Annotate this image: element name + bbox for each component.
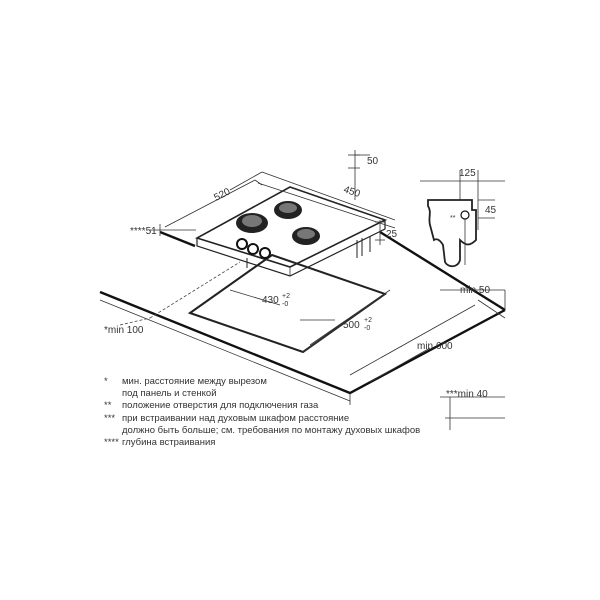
note-row: [104, 388, 584, 400]
dim-500: 500: [343, 320, 360, 331]
dim-430: 430: [262, 295, 279, 306]
note-mark: [104, 388, 122, 400]
dim-450: 450: [342, 184, 362, 201]
dim-125: 125: [459, 168, 476, 179]
footnotes: [104, 376, 584, 449]
side-profile: [420, 170, 505, 266]
dim-25: 25: [386, 229, 398, 240]
gas-inlet-icon: [461, 211, 469, 219]
note-mark: ***: [104, 412, 116, 424]
dim-500-tol-plus: +2: [364, 317, 372, 324]
dim-520: 520: [212, 186, 233, 204]
note-text: глубина встраивания: [122, 437, 216, 449]
note-text: под панель и стенкой: [122, 388, 217, 400]
dim-430-tol-minus: -0: [282, 301, 289, 308]
dim-45: 45: [485, 205, 497, 216]
gas-mark: **: [450, 215, 456, 222]
note-text: мин. расстояние между вырезом: [122, 376, 267, 387]
note-mark: **: [104, 400, 112, 412]
knob-2: [248, 244, 258, 254]
note-mark: [104, 425, 122, 437]
dim-min100: *min 100: [104, 325, 144, 336]
note-text: положение отверстия для подключения газа: [122, 400, 319, 412]
note-row: [104, 437, 584, 449]
knob-1: [237, 239, 247, 249]
note-text: должно быть больше; см. требования по монтажу духовых шкафов: [122, 424, 421, 436]
note-text: при встраивании над духовым шкафом расстояние: [122, 412, 350, 424]
dim-50-top: 50: [367, 156, 379, 167]
note-mark: ****: [104, 437, 119, 449]
dim-500-tol-minus: -0: [364, 325, 371, 332]
note-row: [104, 425, 584, 437]
dim-min40: ***min 40: [446, 389, 488, 400]
dim-min50: min 50: [460, 285, 491, 296]
cutout: [120, 255, 385, 352]
dim-51: ****51: [130, 226, 157, 237]
hob: [197, 187, 385, 276]
dim-min600: min 600: [417, 341, 453, 352]
dim-430-tol-plus: +2: [282, 293, 290, 300]
note-mark: *: [104, 376, 108, 387]
note-row: [104, 376, 584, 388]
knob-3: [260, 248, 270, 258]
note-row: [104, 413, 584, 425]
note-row: [104, 400, 584, 412]
